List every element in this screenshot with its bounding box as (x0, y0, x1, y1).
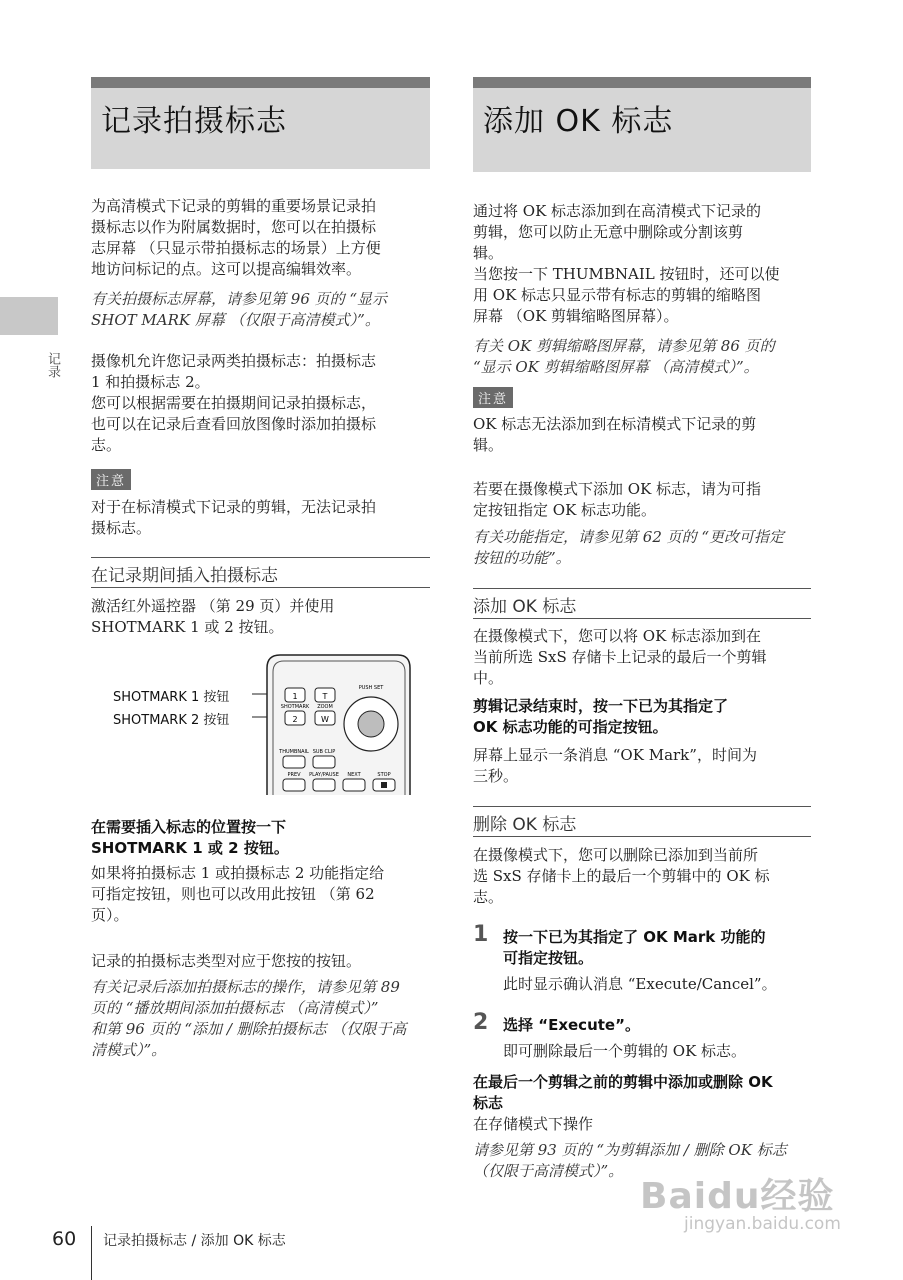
zoom-t-label: T (322, 692, 328, 701)
zoom-group-label: ZOOM (317, 704, 333, 710)
stop-icon (381, 782, 387, 788)
left-intro-reference: 有关拍摄标志屏幕，请参见第 96 页的 “显示 SHOT MARK 屏幕 （仅限于高清模式）”。 (91, 290, 388, 329)
media-mode-reference: 请参见第 93 页的 “为剪辑添加 / 删除 OK 标志 （仅限于高清模式）”。 (473, 1141, 787, 1180)
step-2-number: 2 (473, 1010, 489, 1035)
next-label: NEXT (347, 772, 361, 778)
left-note-text: 对于在标清模式下记录的剪辑，无法记录拍 摄标志。 (91, 498, 377, 537)
right-subheading-delete: 删除 OK 标志 (473, 806, 811, 837)
prev-button (283, 779, 305, 791)
watermark-logo: Baidu经验 (640, 1176, 835, 1217)
left-activate-text: 激活红外遥控器 （第 29 页）并使用 SHOTMARK 1 或 2 按钮。 (91, 597, 335, 636)
zoom-w-label: W (321, 715, 329, 724)
right-add-text: 在摄像模式下，您可以将 OK 标志添加到在 当前所选 SxS 存储卡上记录的最后一个剪辑 中。 (473, 627, 767, 687)
subclip-button (313, 756, 335, 768)
step-2-instruction: 选择 “Execute”。 (503, 1016, 640, 1034)
media-mode-heading: 在最后一个剪辑之前的剪辑中添加或删除 OK 标志 (473, 1073, 773, 1112)
right-delete-text: 在摄像模式下，您可以删除已添加到当前所 选 SxS 存储卡上的最后一个剪辑中的 OK 标 志。 (473, 846, 770, 906)
left-reference-2: 有关记录后添加拍摄标志的操作，请参见第 89 页的 “播放期间添加拍摄标志 （高清模式）” 和第 96 页的 “添加 / 删除拍摄标志 （仅限于高 清模式）”。 (91, 978, 407, 1059)
play-pause-label: PLAY/PAUSE (309, 772, 339, 778)
right-subheading-add: 添加 OK 标志 (473, 588, 811, 619)
left-instruction: 在需要插入标志的位置按一下 SHOTMARK 1 或 2 按钮。 (91, 818, 289, 857)
shotmark2-callout: SHOTMARK 2 按钮 (113, 713, 230, 728)
right-title-box (473, 77, 811, 172)
step-1-number: 1 (473, 922, 489, 947)
shotmark-2-label: 2 (292, 715, 298, 724)
step-2-result: 即可删除最后一个剪辑的 OK 标志。 (503, 1042, 747, 1060)
chapter-label: 记录 (45, 352, 60, 378)
play-pause-button (313, 779, 335, 791)
thumbnail-button (283, 756, 305, 768)
left-title-box (91, 77, 430, 169)
shotmark-group-label: SHOTMARK (280, 704, 310, 710)
push-set-label: PUSH SET (358, 685, 384, 691)
right-camera-text: 若要在摄像模式下添加 OK 标志，请为可指 定按钮指定 OK 标志功能。 (473, 480, 762, 519)
left-intro: 为高清模式下记录的剪辑的重要场景记录拍 摄标志以作为附属数据时，您可以在拍摄标 志屏幕 （只显示带拍摄标志的场景）上方便 地访问标记的点。这可以提高编辑效率。 (91, 197, 381, 278)
step-1-instruction: 按一下已为其指定了 OK Mark 功能的 可指定按钮。 (503, 928, 766, 967)
remote-control-illustration (240, 650, 415, 795)
left-note-badge: 注意 (91, 469, 131, 490)
media-mode-text: 在存储模式下操作 (473, 1115, 594, 1133)
right-add-instruction: 剪辑记录结束时，按一下已为其指定了 OK 标志功能的可指定按钮。 (473, 697, 729, 736)
next-button (343, 779, 365, 791)
left-assign-text: 如果将拍摄标志 1 或拍摄标志 2 功能指定给 可指定按钮，则也可以改用此按钮 （第 62 页）。 (91, 864, 385, 924)
stop-label: STOP (377, 772, 391, 778)
dial-center (358, 711, 384, 737)
watermark-url: jingyan.baidu.com (684, 1214, 841, 1234)
prev-label: PREV (287, 772, 301, 778)
step-1-result: 此时显示确认消息 “Execute/Cancel”。 (503, 975, 777, 993)
shotmark1-callout: SHOTMARK 1 按钮 (113, 690, 230, 705)
shotmark-1-label: 1 (292, 692, 298, 701)
right-intro: 通过将 OK 标志添加到在高清模式下记录的 剪辑，您可以防止无意中删除或分割该剪 辑。 当您按一下 THUMBNAIL 按钮时，还可以使 用 OK 标志只显示带有标志的剪辑的缩略图 屏幕 （OK 剪辑缩略图屏幕）。 (473, 202, 780, 325)
left-title: 记录拍摄标志 (101, 104, 287, 139)
left-shotmark-types: 摄像机允许您记录两类拍摄标志：拍摄标志 1 和拍摄标志 2。 您可以根据需要在拍摄期间记录拍摄标志， 也可以在记录后查看回放图像时添加拍摄标 志。 (91, 352, 377, 454)
chapter-tab (0, 297, 58, 335)
footer-divider (91, 1226, 92, 1280)
left-type-text: 记录的拍摄标志类型对应于您按的按钮。 (91, 952, 362, 970)
left-subheading: 在记录期间插入拍摄标志 (91, 557, 430, 588)
page-number: 60 (52, 1228, 77, 1250)
right-add-result: 屏幕上显示一条消息 “OK Mark”，时间为 三秒。 (473, 746, 757, 785)
thumbnail-label: THUMBNAIL (279, 749, 309, 755)
right-note-badge: 注意 (473, 387, 513, 408)
running-title: 记录拍摄标志 / 添加 OK 标志 (103, 1233, 286, 1249)
right-note-text: OK 标志无法添加到在标清模式下记录的剪 辑。 (473, 415, 757, 454)
right-title: 添加 OK 标志 (483, 104, 674, 139)
right-camera-reference: 有关功能指定，请参见第 62 页的 “更改可指定 按钮的功能”。 (473, 528, 785, 567)
subclip-label: SUB CLIP (312, 749, 336, 755)
right-intro-reference: 有关 OK 剪辑缩略图屏幕，请参见第 86 页的 “显示 OK 剪辑缩略图屏幕 （高清模式）”。 (473, 337, 775, 376)
